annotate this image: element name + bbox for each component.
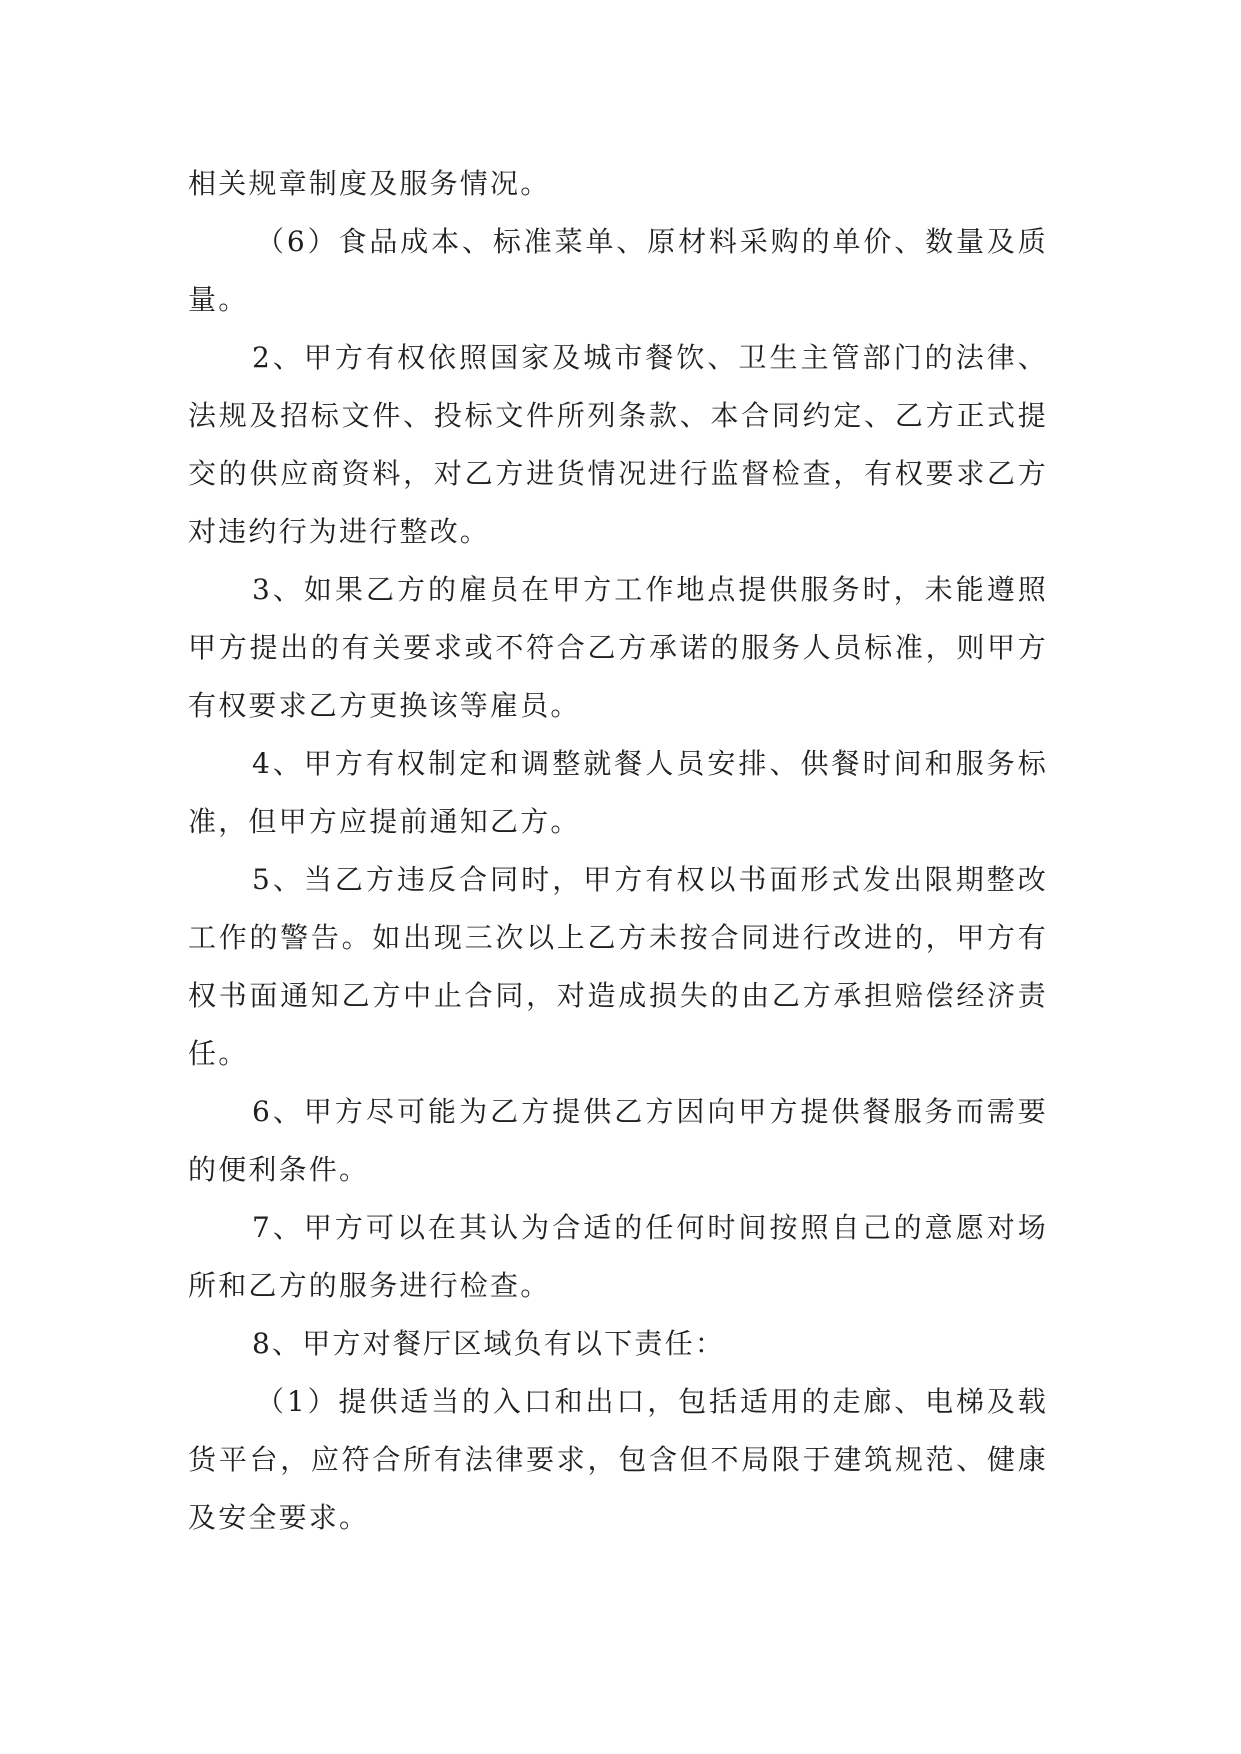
paragraph-clause-8: 8、甲方对餐厅区域负有以下责任： xyxy=(252,1327,726,1360)
paragraph-clause-2: 2、甲方有权依照国家及城市餐饮、卫生主管部门的法律、法规及招标文件、投标文件所列条款、本合同约定、乙方正式提交的供应商资料，对乙方进货情况进行监督检查，有权要求乙方对违约行为进行整改。 xyxy=(188,341,1048,548)
paragraph-clause-7: 7、甲方可以在其认为合适的任何时间按照自己的意愿对场所和乙方的服务进行检查。 xyxy=(188,1211,1048,1302)
paragraph-clause-5: 5、当乙方违反合同时，甲方有权以书面形式发出限期整改工作的警告。如出现三次以上乙方未按合同进行改进的，甲方有权书面通知乙方中止合同，对造成损失的由乙方承担赔偿经济责任。 xyxy=(188,863,1048,1070)
paragraph-item-6: （6）食品成本、标准菜单、原材料采购的单价、数量及质量。 xyxy=(188,225,1048,316)
document-body xyxy=(188,155,1048,1547)
paragraph-clause-3: 3、如果乙方的雇员在甲方工作地点提供服务时，未能遵照甲方提出的有关要求或不符合乙方承诺的服务人员标准，则甲方有权要求乙方更换该等雇员。 xyxy=(188,573,1048,722)
paragraph-continuation: 相关规章制度及服务情况。 xyxy=(188,167,551,200)
paragraph-clause-4: 4、甲方有权制定和调整就餐人员安排、供餐时间和服务标准，但甲方应提前通知乙方。 xyxy=(188,747,1048,838)
paragraph-item-1: （1）提供适当的入口和出口，包括适用的走廊、电梯及载货平台，应符合所有法律要求，包含但不局限于建筑规范、健康及安全要求。 xyxy=(188,1385,1048,1534)
paragraph-clause-6: 6、甲方尽可能为乙方提供乙方因向甲方提供餐服务而需要的便利条件。 xyxy=(188,1095,1048,1186)
